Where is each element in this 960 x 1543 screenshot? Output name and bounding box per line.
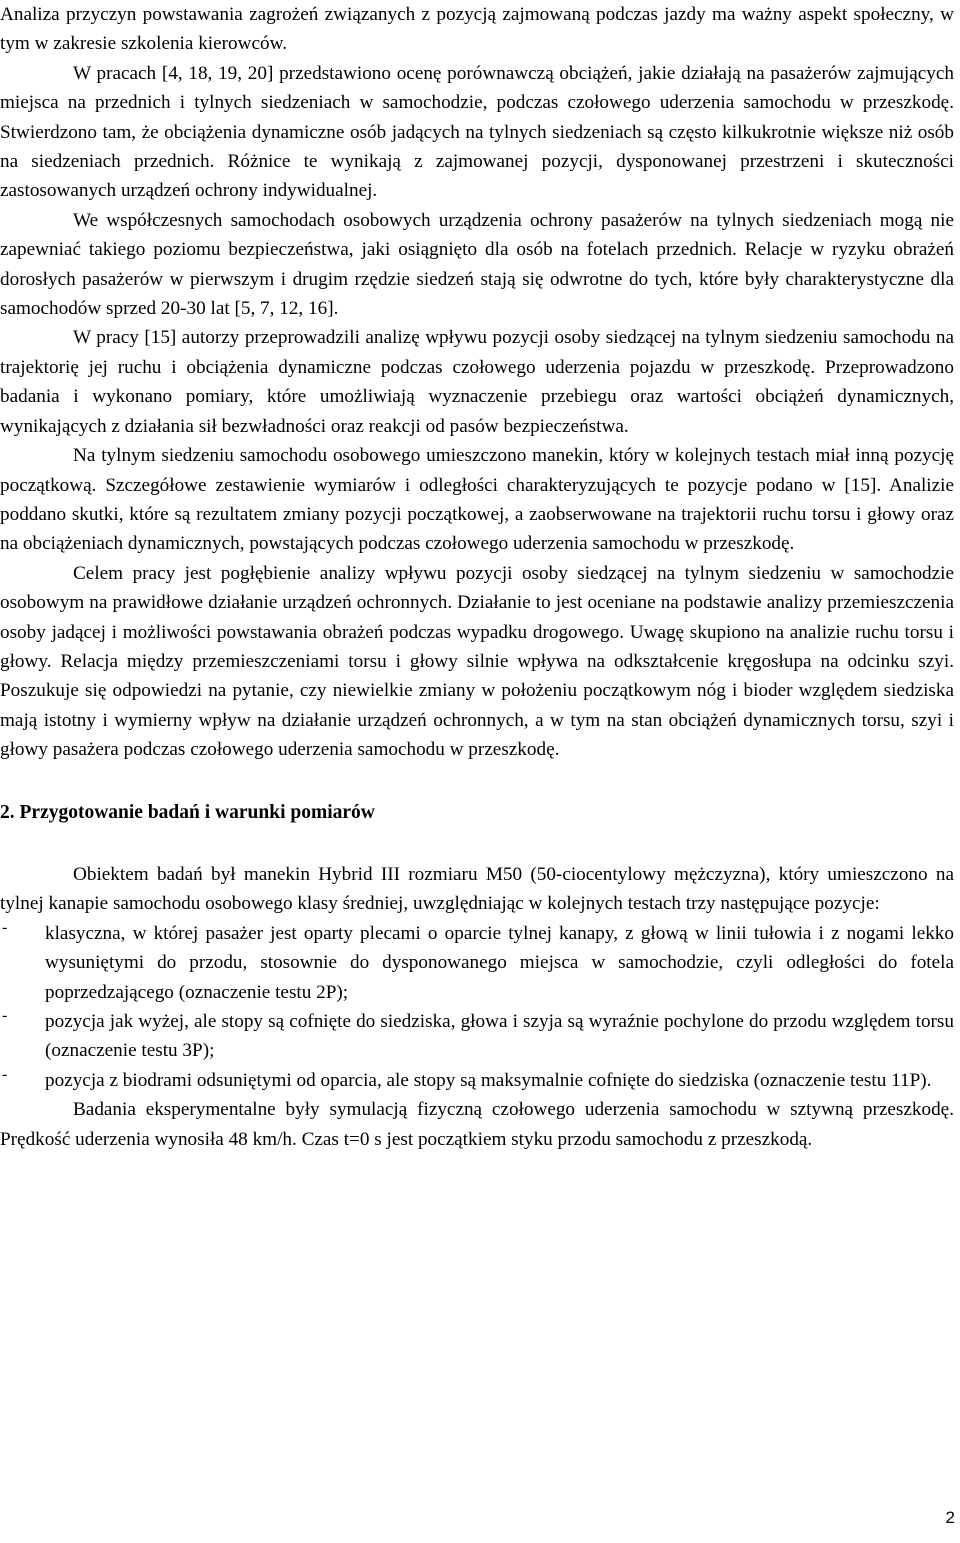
list-item-text: pozycja z biodrami odsuniętymi od oparcia, ale stopy są maksymalnie cofnięte do siedziska (oznaczenie testu 11P). — [45, 1069, 932, 1091]
paragraph-intro-5: Na tylnym siedzeniu samochodu osobowego umieszczono manekin, który w kolejnych testach miał inną pozycję początkową. Szczegółowe zestawienie wymiarów i odległości charakteryzujących te pozycje podano w [15]. Analizie poddano skutki, które są rezultatem zmiany pozycji początkowej, a zaobserwowane na trajektorii ruchu torsu i głowy oraz na obciążeniach dynamicznych, powstających podczas czołowego uderzenia samochodu w przeszkodę. — [0, 445, 954, 555]
list-item — [0, 1007, 954, 1066]
paragraph-intro-6: Celem pracy jest pogłębienie analizy wpływu pozycji osoby siedzącej na tylnym siedzeniu w samochodzie osobowym na prawidłowe działanie urządzeń ochronnych. Działanie to jest oceniane na podstawie analizy przemieszczenia osoby jadącej i możliwości powstawania obrażeń podczas wypadku drogowego. Uwagę skupiono na analizie ruchu torsu i głowy. Relacja między przemieszczeniami torsu i głowy silnie wpływa na odkształcenie kręgosłupa na odcinku szyi. Poszukuje się odpowiedzi na pytanie, czy niewielkie zmiany w położeniu początkowym nóg i bioder względem siedziska mają istotny i wymierny wpływ na działanie urządzeń ochronnych, a w tym na stan obciążeń dynamicznych torsu, szyi i głowy pasażera podczas czołowego uderzenia samochodu w przeszkodę. — [0, 562, 954, 761]
section-closing-paragraph: Badania eksperymentalne były symulacją fizyczną czołowego uderzenia samochodu w sztywną przeszkodę. Prędkość uderzenia wynosiła 48 km/h. Czas t=0 s jest początkiem styku przodu samochodu z przeszkodą. — [0, 1099, 954, 1150]
page-number: 2 — [945, 1508, 955, 1527]
list-item-text: klasyczna, w której pasażer jest oparty plecami o oparcie tylnej kanapy, z głową w linii tułowia i z nogami lekko wysuniętymi do przodu, stosownie do dysponowanego miejsca w samochodzie, czyli odległości do fotela poprzedzającego (oznaczenie testu 2P); — [45, 922, 954, 1003]
list-bullet: - — [2, 1065, 8, 1083]
section-heading: 2. Przygotowanie badań i warunki pomiarów — [0, 801, 375, 823]
list-item — [0, 1066, 954, 1095]
positions-list — [0, 919, 954, 1095]
list-bullet: - — [2, 1006, 8, 1024]
paragraph-intro-2: W pracach [4, 18, 19, 20] przedstawiono ocenę porównawczą obciążeń, jakie działają na pasażerów zajmujących miejsca na przednich i tylnych siedzeniach w samochodzie, podczas czołowego uderzenia samochodu w przeszkodę. Stwierdzono tam, że obciążenia dynamiczne osób jadących na tylnych siedzeniach są często kilkukrotnie większe niż osób na siedzeniach przednich. Różnice te wynikają z zajmowanej pozycji, dysponowanej przestrzeni i skuteczności zastosowanych urządzeń ochrony indywidualnej. — [0, 62, 954, 202]
list-item — [0, 919, 954, 1007]
list-item-text: pozycja jak wyżej, ale stopy są cofnięte do siedziska, głowa i szyja są wyraźnie pochylone do przodu względem torsu (oznaczenie testu 3P); — [45, 1010, 954, 1062]
paragraph-intro-1: Analiza przyczyn powstawania zagrożeń związanych z pozycją zajmowaną podczas jazdy ma ważny aspekt społeczny, w tym w zakresie szkolenia kierowców. — [0, 4, 954, 55]
paragraph-intro-4: W pracy [15] autorzy przeprowadzili analizę wpływu pozycji osoby siedzącej na tylnym siedzeniu samochodu na trajektorię jej ruchu i obciążenia dynamiczne podczas czołowego uderzenia pojazdu w przeszkodę. Przeprowadzono badania i wykonano pomiary, które umożliwiają wyznaczenie przebiegu oraz wartości obciążeń dynamicznych, wynikających z działania sił bezwładności oraz reakcji od pasów bezpieczeństwa. — [0, 327, 954, 437]
list-bullet: - — [2, 918, 8, 936]
paragraph-intro-3: We współczesnych samochodach osobowych urządzenia ochrony pasażerów na tylnych siedzeniach mogą nie zapewniać takiego poziomu bezpieczeństwa, jaki osiągnięto dla osób na fotelach przednich. Relacje w ryzyku obrażeń dorosłych pasażerów w pierwszym i drugim rzędzie siedzeń stają się odwrotne do tych, które były charakterystyczne dla samochodów sprzed 20-30 lat [5, 7, 12, 16]. — [0, 209, 954, 320]
section-lead-paragraph: Obiektem badań był manekin Hybrid III rozmiaru M50 (50-ciocentylowy mężczyzna), który umieszczono na tylnej kanapie samochodu osobowego klasy średniej, uwzględniając w kolejnych testach trzy następujące pozycje: — [0, 863, 954, 915]
heading-spacer — [0, 827, 954, 860]
